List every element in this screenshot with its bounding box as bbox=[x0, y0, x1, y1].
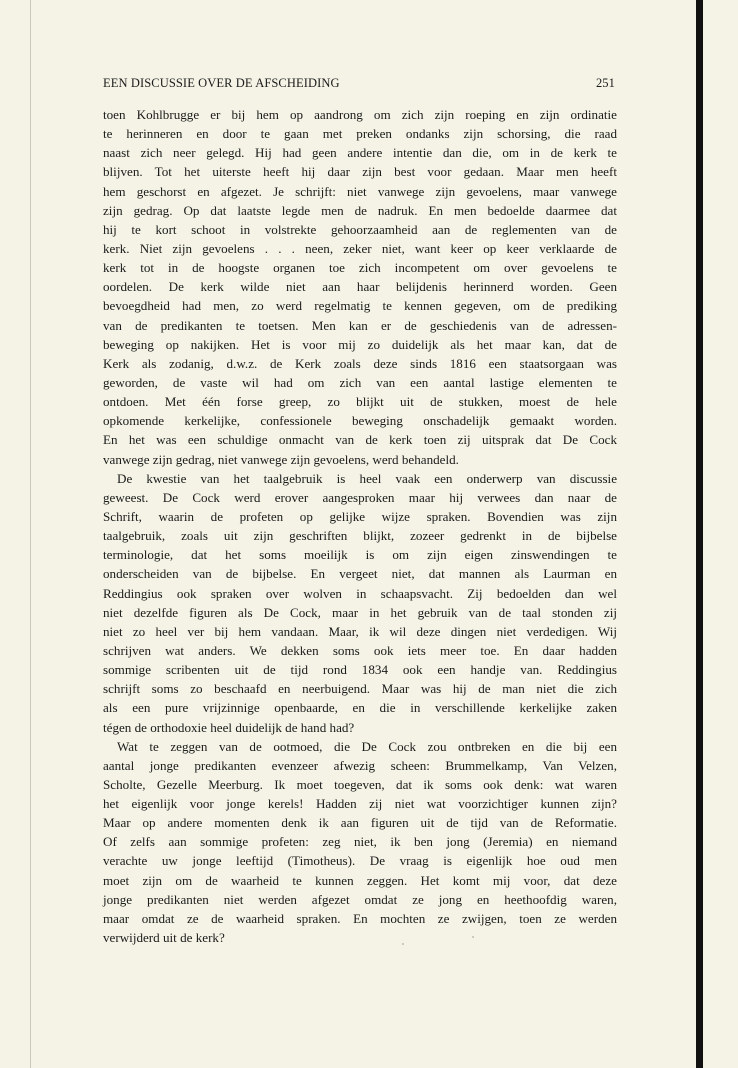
text-line: maar omdat ze de waarheid spraken. En mochten ze zwijgen, toen ze werden bbox=[103, 910, 617, 926]
text-line: onderscheiden van de bijbelse. En vergeet niet, dat mannen als Laurman en bbox=[103, 566, 617, 582]
chapter-title: EEN DISCUSSIE OVER DE AFSCHEIDING bbox=[103, 76, 340, 90]
running-header bbox=[103, 76, 615, 92]
text-line: niet zo heel ver bij hem vandaan. Maar, ik wil deze dingen niet verdedigen. Wij bbox=[103, 623, 617, 639]
text-line: opkomende kerkelijke, confessionele beweging onschadelijk gemaakt worden. bbox=[103, 413, 617, 429]
text-line: Scholte, Gezelle Meerburg. Ik moet toegeven, dat ik soms ook denk: wat waren bbox=[103, 776, 617, 792]
text-line: schrijft soms zo beschaafd en neerbuigend. Maar was hij de man niet die zich bbox=[103, 681, 617, 697]
text-line: toen Kohlbrugge er bij hem op aandrong om zich zijn roeping en zijn ordinatie bbox=[103, 107, 617, 122]
text-line: verwijderd uit de kerk? bbox=[103, 930, 225, 946]
page-number: 251 bbox=[595, 76, 615, 90]
text-line: aantal jonge predikanten evenzeer afwezig scheen: Brummelkamp, Van Velzen, bbox=[103, 757, 617, 773]
text-line: blijven. Tot het uiterste heeft hij daar zijn best voor gedaan. Maar men heeft bbox=[103, 164, 617, 180]
text-line: moet zijn om de waarheid te kunnen zeggen. Het komt mij voor, dat deze bbox=[103, 872, 617, 888]
text-line: De kwestie van het taalgebruik is heel vaak een onderwerp van discussie bbox=[117, 470, 617, 486]
text-line: Wat te zeggen van de ootmoed, die De Cock zou ontbreken en die bij een bbox=[117, 738, 617, 754]
scan-speck bbox=[472, 936, 474, 938]
text-line: hij te kort schoot in volstrekte gehoorzaamheid aan de reglementen van de bbox=[103, 221, 617, 237]
text-line: schrijven wat anders. We dekken soms ook iets meer toe. En daar hadden bbox=[103, 642, 617, 658]
text-line: als een pure vrijzinnige openbaarde, en die in verschillende kerkelijke zaken bbox=[103, 700, 617, 716]
text-line: Maar op andere momenten denk ik aan figuren uit de tijd van de Reformatie. bbox=[103, 815, 617, 831]
text-line: te herinneren en door te gaan met preken ondanks zijn schorsing, die raad bbox=[103, 126, 617, 142]
text-line: geweest. De Cock werd erover aangesproken maar hij verwees dan naar de bbox=[103, 489, 617, 505]
text-line: Of zelfs aan sommige profeten: zeg niet, ik ben jong (Jeremia) en niemand bbox=[103, 834, 617, 850]
text-line: En het was een schuldige onmacht van de kerk toen zij uitsprak dat De Cock bbox=[103, 432, 617, 448]
text-line: bevoegdheid had men, zo werd regelmatig te kennen gegeven, om de prediking bbox=[103, 298, 617, 314]
text-line: kerk. Niet zijn gevoelens . . . neen, zeker niet, want keer op keer verklaarde de bbox=[103, 240, 617, 256]
text-line: Kerk als zodanig, d.w.z. de Kerk zoals deze sinds 1816 een staatsorgaan was bbox=[103, 355, 617, 371]
text-line: oordelen. De kerk wilde niet aan haar belijdenis herinnerd worden. Geen bbox=[103, 279, 617, 295]
text-line: Schrift, waarin de profeten op gelijke wijze spraken. Bovendien was zijn bbox=[103, 508, 617, 524]
scan-right-edge-bar bbox=[696, 0, 703, 1068]
text-line: vanwege zijn gedrag, niet vanwege zijn gevoelens, werd behandeld. bbox=[103, 451, 459, 467]
text-line: Reddingius ook spraken over wolven in schaapsvacht. Zij bedoelden dan wel bbox=[103, 585, 617, 601]
text-line: geworden, de vaste wil had om zich van een aantal lastige elementen te bbox=[103, 374, 617, 390]
text-line: beweging op nakijken. Het is voor mij zo duidelijk als het maar kan, dat de bbox=[103, 336, 617, 352]
text-line: naast zich neer gelegd. Hij had geen andere intentie dan die, om in de kerk te bbox=[103, 145, 617, 161]
text-line: hem geschorst en afgezet. Je schrijft: niet vanwege zijn gevoelens, maar vanwege bbox=[103, 183, 617, 199]
text-line: terminologie, dat het soms moeilijk is om zijn eigen zinswendingen te bbox=[103, 547, 617, 563]
body-text bbox=[103, 105, 617, 947]
scan-left-edge bbox=[30, 0, 31, 1068]
text-line: niet dezelfde figuren als De Cock, maar in het gebruik van de taal stonden zij bbox=[103, 604, 617, 620]
text-line: sommige scribenten uit de tijd rond 1834 ook een handje van. Reddingius bbox=[103, 662, 617, 678]
text-line: zijn gedrag. Op dat laatste legde men de nadruk. En men bedoelde daarmee dat bbox=[103, 202, 617, 218]
text-line: ontdoen. Met één forse greep, zo blijkt uit de stukken, moest de hele bbox=[103, 394, 617, 410]
text-line: van de predikanten te toetsen. Men kan er de geschiedenis van de adressen- bbox=[103, 317, 617, 333]
text-line: het eigenlijk voor jonge kerels! Hadden zij niet wat voorzichtiger kunnen zijn? bbox=[103, 796, 617, 812]
text-line: verachte uw jonge leeftijd (Timotheus). De vraag is eigenlijk hoe oud men bbox=[103, 853, 617, 869]
text-line: tégen de orthodoxie heel duidelijk de hand had? bbox=[103, 719, 355, 735]
text-line: kerk tot in de hoogste organen toe zich incompetent om over gevoelens te bbox=[103, 260, 617, 276]
scan-speck bbox=[402, 943, 404, 945]
text-line: taalgebruik, zoals uit zijn geschriften blijkt, zozeer gedrenkt in de bijbelse bbox=[103, 528, 617, 544]
text-line: jonge predikanten niet werden afgezet omdat ze jong en heethoofdig waren, bbox=[103, 891, 617, 907]
